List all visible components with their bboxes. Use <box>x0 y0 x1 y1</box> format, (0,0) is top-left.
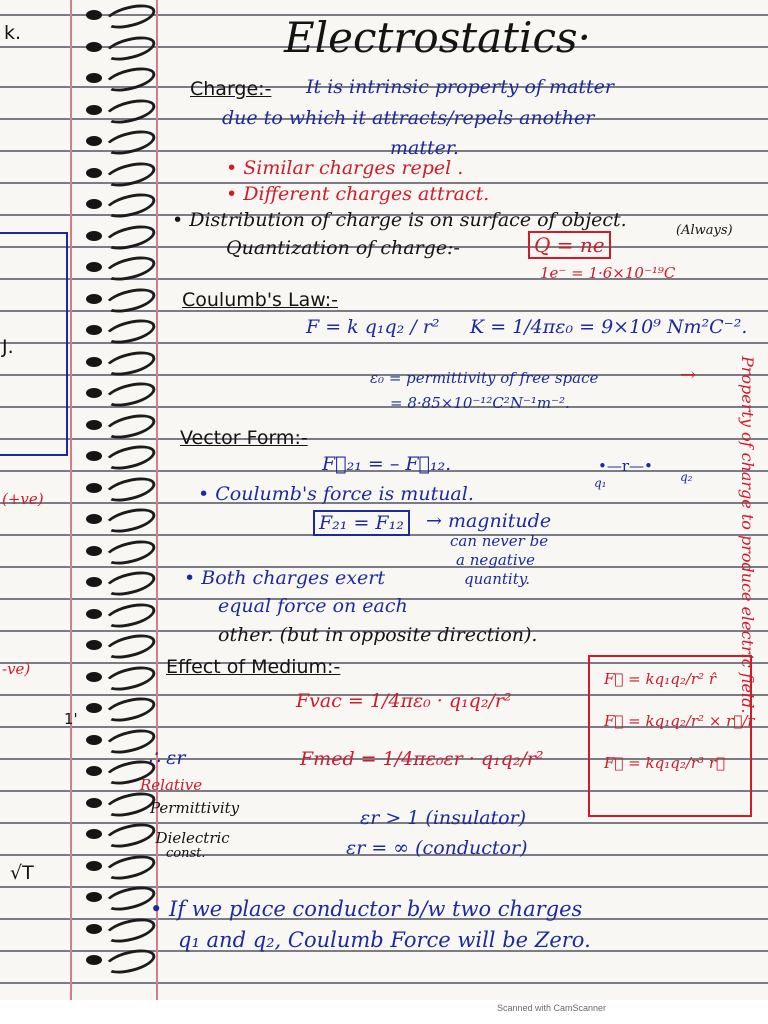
margin-text-k: k. <box>4 22 22 44</box>
charge-distribution: • Distribution of charge is on surface of object. <box>172 209 627 231</box>
spiral-hole <box>86 798 102 808</box>
spiral-coil <box>102 378 158 411</box>
spiral-hole <box>86 703 102 713</box>
coulomb-constant: K = 1/4πε₀ = 9×10⁹ Nm²C⁻². <box>470 316 748 338</box>
spiral-hole <box>86 420 102 430</box>
spiral-hole <box>86 42 102 52</box>
quantization-formula <box>528 234 611 256</box>
conclusion-line2: q₁ and q₂, Coulumb Force will be Zero. <box>178 928 591 952</box>
fmed-formula: Fmed = 1/4πε₀εr · q₁q₂/r² <box>300 748 544 770</box>
charge-q1-label: q₁ <box>594 476 607 490</box>
spiral-hole <box>86 357 102 367</box>
spiral-hole <box>86 262 102 272</box>
red-formula-3: F⃗ = kq₁q₂/r³ r⃗ <box>604 754 726 772</box>
magnitude-note-1: → magnitude <box>426 510 552 532</box>
spiral-hole <box>86 325 102 335</box>
vector-form-heading: Vector Form:- <box>180 427 308 449</box>
spiral-hole <box>86 10 102 20</box>
magnitude-note-3: a negative <box>456 551 535 569</box>
spiral-hole <box>86 388 102 398</box>
scanner-watermark: Scanned with CamScanner <box>497 1003 607 1013</box>
relative-label: Relative <box>140 776 203 794</box>
field-side-note: Property of charge to produce electric field. <box>738 356 757 714</box>
spiral-hole <box>86 168 102 178</box>
quantization-label: Quantization of charge:- <box>226 237 460 259</box>
conductor-condition: εr = ∞ (conductor) <box>346 837 528 859</box>
both-charges-line3: other. (but in opposite direction). <box>218 624 538 646</box>
spiral-hole <box>86 231 102 241</box>
different-charges: • Different charges attract. <box>226 183 490 205</box>
spiral-coil <box>102 315 158 348</box>
spiral-coil <box>102 126 158 159</box>
charge-definition-line2: due to which it attracts/repels another <box>222 107 595 129</box>
spiral-hole <box>86 294 102 304</box>
charge-definition-line1: It is intrinsic property of matter <box>306 76 614 98</box>
spiral-coil <box>102 945 158 978</box>
coulomb-force-formula: F = k q₁q₂ / r² <box>306 316 440 338</box>
conclusion-line1: • If we place conductor b/w two charges <box>150 897 583 921</box>
charge-q2-label: q₂ <box>680 470 693 484</box>
side-note-arrow: → <box>680 364 696 386</box>
spiral-coil <box>102 567 158 600</box>
constant-label: const. <box>166 846 206 861</box>
margin-text-i: 1' <box>64 710 78 728</box>
dielectric-label: · Dielectric <box>146 829 230 847</box>
fvac-formula: Fvac = 1/4πε₀ · q₁q₂/r² <box>296 690 512 712</box>
vector-relation: F⃗₂₁ = – F⃗₁₂. <box>322 453 452 475</box>
spiral-coil <box>102 0 158 33</box>
electron-charge: 1e⁻ = 1·6×10⁻¹⁹C <box>540 264 676 282</box>
spiral-coil <box>102 252 158 285</box>
both-charges-line2: equal force on each <box>218 595 408 617</box>
spiral-coil <box>102 63 158 96</box>
margin-text-negative: -ve) <box>2 660 31 678</box>
spiral-hole <box>86 861 102 871</box>
similar-charges: • Similar charges repel . <box>226 157 464 179</box>
mutual-force-note: • Coulumb's force is mutual. <box>198 483 474 505</box>
spiral-coil <box>102 158 158 191</box>
charge-definition-line3: matter. <box>390 137 459 159</box>
spiral-coil <box>102 504 158 537</box>
spiral-hole <box>86 735 102 745</box>
spiral-hole <box>86 577 102 587</box>
red-formula-1: F⃗ = kq₁q₂/r² r̂ <box>604 670 717 688</box>
spiral-coil <box>102 410 158 443</box>
spiral-coil <box>102 630 158 663</box>
spiral-coil <box>102 851 158 884</box>
margin-text-positive: (+ve) <box>2 490 44 508</box>
medium-heading: Effect of Medium:- <box>166 656 341 678</box>
red-formula-2: F⃗ = kq₁q₂/r² × r⃗/r <box>604 712 755 730</box>
coulomb-heading: Coulumb's Law:- <box>182 289 338 311</box>
quantization-formula-box: Q = ne <box>528 231 611 259</box>
spiral-coil <box>102 189 158 222</box>
insulator-condition: εr > 1 (insulator) <box>360 807 527 829</box>
spiral-hole <box>86 451 102 461</box>
spiral-coil <box>102 536 158 569</box>
spiral-hole <box>86 640 102 650</box>
permittivity-definition: ε₀ = permittivity of free space <box>370 369 599 387</box>
always-note: (Always) <box>676 223 733 238</box>
page-title: Electrostatics· <box>284 13 591 62</box>
spiral-hole <box>86 73 102 83</box>
margin-text-j: J. <box>2 336 14 358</box>
magnitude-relation-box: F₂₁ = F₁₂ <box>313 510 410 536</box>
spiral-hole <box>86 672 102 682</box>
spiral-coil <box>102 441 158 474</box>
spiral-hole <box>86 924 102 934</box>
spiral-hole <box>86 199 102 209</box>
spiral-coil <box>102 662 158 695</box>
spiral-coil <box>102 32 158 65</box>
magnitude-note-4: quantity. <box>464 570 530 588</box>
permittivity-value: = 8·85×10⁻¹²C²N⁻¹m⁻². <box>390 394 570 412</box>
spiral-hole <box>86 955 102 965</box>
margin-text-sqrt: √T <box>10 862 34 884</box>
margin-line-right <box>156 0 158 1000</box>
spiral-hole <box>86 483 102 493</box>
both-charges-line1: • Both charges exert <box>184 567 385 589</box>
spiral-coil <box>102 284 158 317</box>
charge-separation-diagram: •—r—• <box>598 457 653 475</box>
spiral-hole <box>86 546 102 556</box>
spiral-hole <box>86 136 102 146</box>
spiral-hole <box>86 514 102 524</box>
spiral-coil <box>102 221 158 254</box>
magnitude-note-2: can never be <box>450 532 549 550</box>
spiral-coil <box>102 95 158 128</box>
spiral-coil <box>102 599 158 632</box>
charge-label: Charge:- <box>190 78 272 100</box>
spiral-coil <box>102 693 158 726</box>
spiral-coil <box>102 473 158 506</box>
epsilon-r-note: ∴ εr <box>148 747 186 769</box>
magnitude-relation <box>313 512 410 534</box>
spiral-hole <box>86 829 102 839</box>
spiral-hole <box>86 609 102 619</box>
margin-line-left <box>70 0 72 1000</box>
spiral-hole <box>86 105 102 115</box>
spiral-hole <box>86 892 102 902</box>
spiral-coil <box>102 347 158 380</box>
permittivity-label: Permittivity <box>150 799 240 817</box>
spiral-hole <box>86 766 102 776</box>
